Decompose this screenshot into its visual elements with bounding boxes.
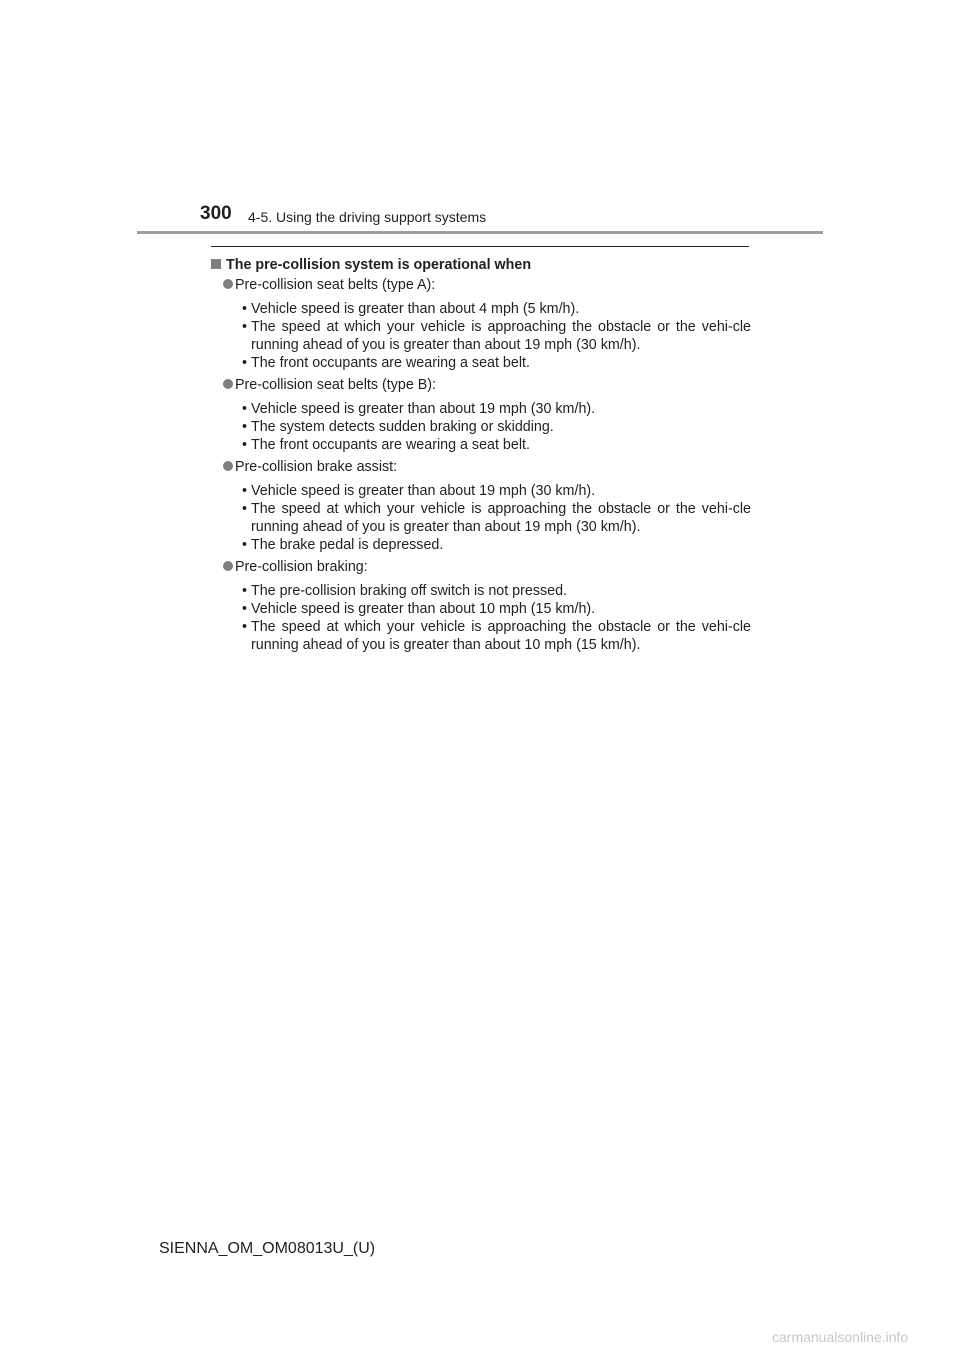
list-item bbox=[211, 436, 751, 454]
list-item-text: The front occupants are wearing a seat belt. bbox=[251, 437, 530, 453]
bullet-dot-icon: • bbox=[242, 437, 248, 453]
list-item-text: Vehicle speed is greater than about 4 mph (5 km/h). bbox=[251, 301, 580, 317]
group-title bbox=[223, 458, 751, 476]
list-item bbox=[211, 318, 751, 354]
condition-group-seat-belts-b bbox=[211, 376, 751, 454]
document-code: SIENNA_OM_OM08013U_(U) bbox=[159, 1240, 376, 1257]
group-title-text: Pre-collision brake assist: bbox=[235, 459, 398, 475]
list-item bbox=[211, 400, 751, 418]
bullet-dot-icon: • bbox=[242, 501, 248, 517]
group-title-text: Pre-collision seat belts (type B): bbox=[235, 377, 437, 393]
bullet-dot-icon: • bbox=[242, 301, 248, 317]
section-heading bbox=[211, 256, 751, 274]
round-bullet-icon bbox=[223, 561, 233, 571]
bullet-dot-icon: • bbox=[242, 537, 248, 553]
list-item bbox=[211, 300, 751, 318]
condition-group-braking bbox=[211, 558, 751, 654]
bullet-dot-icon: • bbox=[242, 583, 248, 599]
group-title-text: Pre-collision braking: bbox=[235, 559, 368, 575]
list-item bbox=[211, 600, 751, 618]
group-title-text: Pre-collision seat belts (type A): bbox=[235, 277, 436, 293]
bullet-dot-icon: • bbox=[242, 319, 248, 335]
list-item bbox=[211, 536, 751, 554]
page-number: 300 bbox=[200, 203, 232, 224]
bullet-dot-icon: • bbox=[242, 355, 248, 371]
list-item-text: The speed at which your vehicle is approaching the obstacle or the vehi-cle running ahead of you is greater than about 19 mph (30 km/h). bbox=[251, 501, 751, 535]
bullet-dot-icon: • bbox=[242, 401, 248, 417]
list-item bbox=[211, 618, 751, 654]
list-item bbox=[211, 418, 751, 436]
bullet-dot-icon: • bbox=[242, 619, 248, 635]
round-bullet-icon bbox=[223, 461, 233, 471]
section-title: 4-5. Using the driving support systems bbox=[248, 209, 487, 225]
condition-group-seat-belts-a bbox=[211, 276, 751, 372]
condition-list bbox=[211, 582, 751, 654]
condition-list bbox=[211, 482, 751, 554]
list-item-text: Vehicle speed is greater than about 19 mph (30 km/h). bbox=[251, 401, 596, 417]
watermark: carmanualsonline.info bbox=[772, 1329, 909, 1345]
condition-group-brake-assist bbox=[211, 458, 751, 554]
round-bullet-icon bbox=[223, 279, 233, 289]
list-item-text: Vehicle speed is greater than about 10 mph (15 km/h). bbox=[251, 601, 596, 617]
bullet-dot-icon: • bbox=[242, 601, 248, 617]
list-item-text: Vehicle speed is greater than about 19 mph (30 km/h). bbox=[251, 483, 596, 499]
page-header bbox=[0, 0, 960, 240]
group-title bbox=[223, 558, 751, 576]
square-bullet-icon bbox=[211, 259, 221, 269]
bullet-dot-icon: • bbox=[242, 483, 248, 499]
list-item-text: The system detects sudden braking or skidding. bbox=[251, 419, 554, 435]
group-title bbox=[223, 376, 751, 394]
condition-list bbox=[211, 400, 751, 454]
header-divider bbox=[137, 231, 823, 234]
group-title bbox=[223, 276, 751, 294]
list-item-text: The speed at which your vehicle is approaching the obstacle or the vehi-cle running ahead of you is greater than about 10 mph (15 km/h). bbox=[251, 619, 751, 653]
section-divider bbox=[211, 246, 749, 247]
condition-list bbox=[211, 300, 751, 372]
list-item-text: The brake pedal is depressed. bbox=[251, 537, 444, 553]
list-item bbox=[211, 354, 751, 372]
list-item bbox=[211, 500, 751, 536]
list-item-text: The speed at which your vehicle is approaching the obstacle or the vehi-cle running ahead of you is greater than about 19 mph (30 km/h). bbox=[251, 319, 751, 353]
section-heading-text: The pre-collision system is operational when bbox=[226, 257, 532, 273]
list-item-text: The front occupants are wearing a seat belt. bbox=[251, 355, 530, 371]
list-item-text: The pre-collision braking off switch is not pressed. bbox=[251, 583, 568, 599]
bullet-dot-icon: • bbox=[242, 419, 248, 435]
main-content bbox=[211, 256, 751, 658]
round-bullet-icon bbox=[223, 379, 233, 389]
list-item bbox=[211, 582, 751, 600]
list-item bbox=[211, 482, 751, 500]
